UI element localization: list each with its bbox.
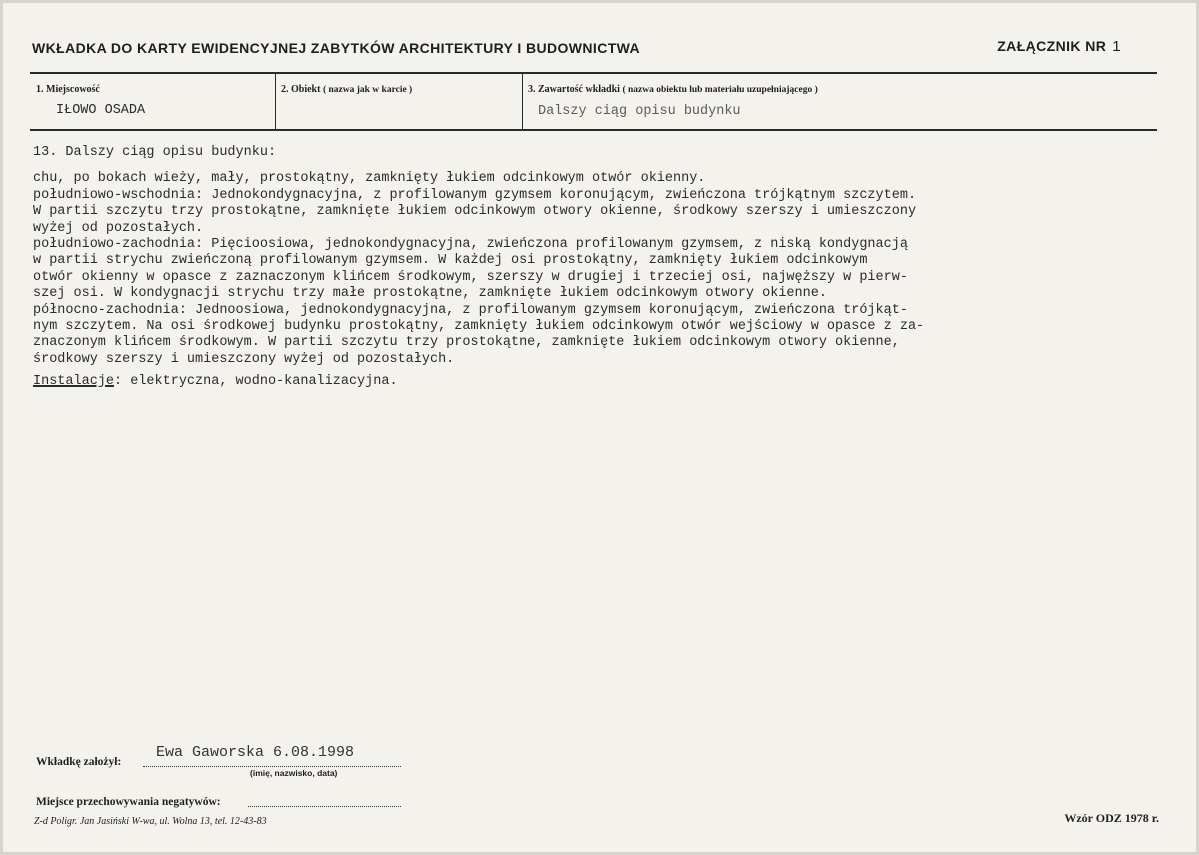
top-rule — [30, 72, 1157, 74]
created-by-value: Ewa Gaworska 6.08.1998 — [156, 744, 355, 761]
field-3-note: ( nazwa obiektu lub materiału uzupełniającego ) — [622, 85, 818, 95]
description-line: w partii strychu zwieńczoną profilowanym gzymsem. W każdej osi prostokątny, zamknięty łukiem odcinkowym — [33, 253, 868, 269]
annex-label-text: ZAŁĄCZNIK NR — [997, 38, 1107, 54]
field-2-label — [281, 84, 412, 95]
field-divider-2 — [522, 74, 523, 129]
installations-line — [33, 374, 1163, 390]
field-1-value: IŁOWO OSADA — [56, 103, 146, 118]
description-line: środkowy szerszy i umieszczony wyżej od pozostałych. — [33, 351, 455, 367]
description-line: północno-zachodnia: Jednoosiowa, jednokondygnacyjna, z profilowanym gzymsem koronującym, zwieńczona trójkąt- — [33, 302, 908, 318]
description-line: szej osi. W kondygnacji strychu trzy małe prostokątne, zamknięte łukiem odcinkowym otwory okienne. — [33, 286, 827, 302]
description-line: wyżej od pozostałych. — [33, 220, 204, 236]
installations-text: : elektryczna, wodno-kanalizacyjna. — [114, 374, 398, 390]
description-line: otwór okienny w opasce z zaznaczonym klińcem środkowym, szerszy w drugiej i trzeciej osi, najwęższy w pierw- — [33, 269, 908, 285]
field-bottom-rule — [30, 129, 1157, 131]
field-2-label-text: 2. Obiekt — [281, 84, 321, 95]
section-heading: 13. Dalszy ciąg opisu budynku: — [33, 145, 277, 160]
description-body — [33, 145, 1163, 390]
field-3-label — [528, 84, 818, 95]
negatives-location-label: Miejsce przechowywania negatywów: — [36, 796, 221, 808]
annex-label — [997, 38, 1121, 55]
printer-imprint: Z-d Poligr. Jan Jasiński W-wa, ul. Wolna 13, tel. 12-43-83 — [34, 816, 267, 827]
field-2-note: ( nazwa jak w karcie ) — [322, 85, 413, 95]
negatives-location-dotted-line — [248, 806, 401, 807]
annex-number: 1 — [1112, 38, 1121, 55]
description-line: W partii szczytu trzy prostokątne, zamknięte łukiem odcinkowym otwory okienne, środkowy szerszy i umieszczony — [33, 204, 917, 220]
description-line: znaczonym klińcem środkowym. W partii szczytu trzy prostokątne, zamknięte łukiem odcinkowym otwory okienne, — [33, 335, 900, 351]
description-lines — [33, 171, 1163, 368]
installations-label: Instalacje — [33, 374, 115, 390]
field-divider-1 — [275, 74, 276, 129]
field-3-label-text: 3. Zawartość wkładki — [528, 84, 620, 95]
description-line: chu, po bokach wieży, mały, prostokątny, zamknięty łukiem odcinkowym otwór okienny. — [33, 171, 706, 187]
created-by-caption: (imię, nazwisko, data) — [250, 768, 338, 778]
field-1-label: 1. Miejscowość — [36, 84, 100, 95]
form-title: WKŁADKA DO KARTY EWIDENCYJNEJ ZABYTKÓW ARCHITEKTURY I BUDOWNICTWA — [32, 40, 641, 56]
created-by-label: Wkładkę założył: — [36, 756, 122, 768]
description-line: południowo-zachodnia: Pięcioosiowa, jednokondygnacyjna, zwieńczona profilowanym gzymsem, z niską kondygnacją — [33, 236, 908, 252]
description-line: nym szczytem. Na osi środkowej budynku prostokątny, zamknięty łukiem odcinkowym otwór wejściowy w opasce z za- — [33, 318, 925, 334]
description-line: południowo-wschodnia: Jednokondygnacyjna, z profilowanym gzymsem koronującym, zwieńczona trójkątnym szczytem. — [33, 187, 917, 203]
form-pattern-id: Wzór ODZ 1978 r. — [1064, 811, 1159, 825]
created-by-dotted-line — [143, 766, 401, 767]
field-3-value: Dalszy ciąg opisu budynku — [538, 104, 741, 119]
